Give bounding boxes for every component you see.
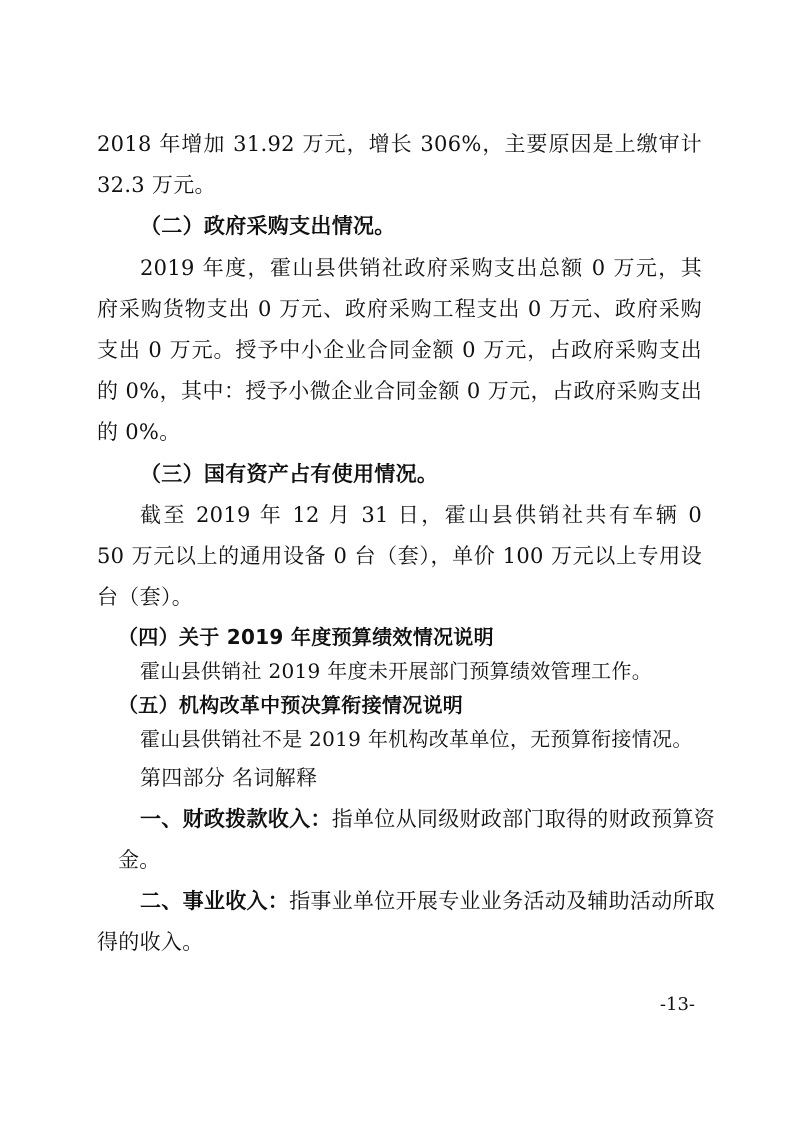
definition-line [140, 886, 716, 916]
part-heading: 第四部分 名词解释 [140, 766, 318, 790]
section-heading: （四）关于 2019 年度预算绩效情况说明 [118, 625, 494, 649]
definition-term: 一、财政拨款收入： [140, 807, 332, 831]
paragraph-line: 2018 年增加 31.92 万元，增长 306%，主要原因是上缴审计 [97, 132, 702, 156]
page-number: -13- [659, 994, 695, 1015]
paragraph-line: 的 0%。 [97, 420, 181, 444]
definition-text: 指单位从同级财政部门取得的财政预算资 [331, 807, 716, 831]
paragraph-line: 霍山县供销社 2019 年度未开展部门预算绩效管理工作。 [140, 659, 653, 683]
section-heading: （二）政府采购支出情况。 [140, 213, 396, 238]
paragraph-line: 金。 [118, 848, 161, 872]
paragraph-line: 截至 2019 年 12 月 31 日，霍山县供销社共有车辆 0 [140, 503, 702, 527]
paragraph-line: 霍山县供销社不是 2019 年机构改革单位，无预算衔接情况。 [140, 727, 693, 751]
paragraph-line: 支出 0 万元。授予中小企业合同金额 0 万元，占政府采购支出 [97, 338, 702, 362]
definition-term: 二、事业收入： [140, 889, 290, 913]
section-heading: （三）国有资产占有使用情况。 [140, 461, 439, 486]
paragraph-line: 府采购货物支出 0 万元、政府采购工程支出 0 万元、政府采购 [97, 297, 702, 321]
paragraph-line: 台（套）。 [97, 585, 193, 609]
paragraph-line: 2019 年度，霍山县供销社政府采购支出总额 0 万元，其 [140, 256, 702, 280]
definition-line [140, 804, 716, 834]
definition-text: 指事业单位开展专业业务活动及辅助活动所取 [289, 889, 716, 913]
paragraph-line: 的 0%，其中：授予小微企业合同金额 0 万元，占政府采购支出 [97, 379, 702, 403]
section-heading: （五）机构改革中预决算衔接情况说明 [118, 693, 464, 717]
paragraph-line: 得的收入。 [97, 930, 204, 954]
paragraph-line: 50 万元以上的通用设备 0 台（套），单价 100 万元以上专用设 [97, 544, 702, 568]
paragraph-line: 32.3 万元。 [97, 173, 216, 197]
